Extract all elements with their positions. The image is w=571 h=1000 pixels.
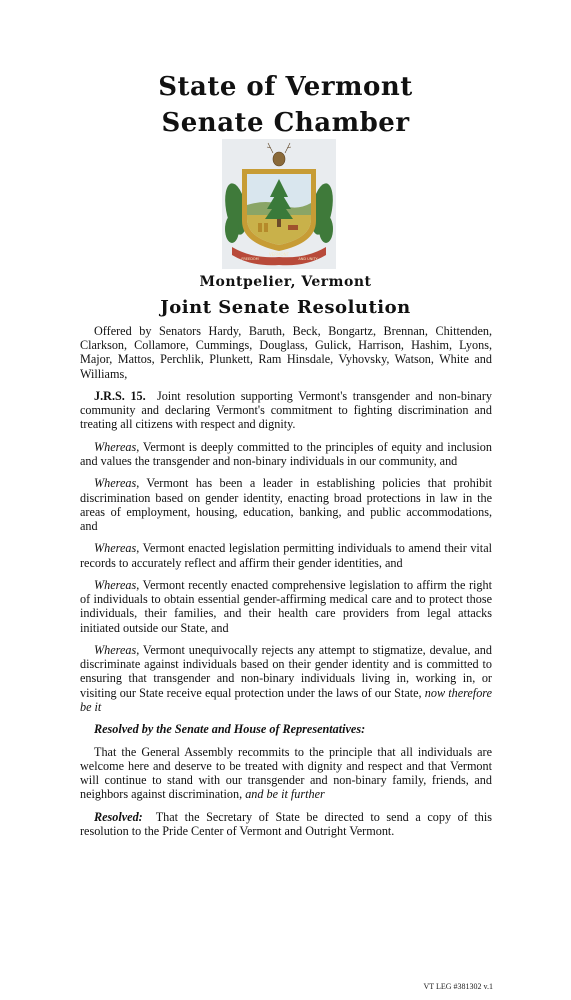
and-further-phrase: and be it further xyxy=(245,787,325,802)
whereas-word: Whereas xyxy=(94,541,137,556)
whereas-text: , Vermont is deeply committed to the principles of equity and inclusion and values the transgender and non-binary individuals in our community, and xyxy=(80,439,492,468)
final-resolved-paragraph xyxy=(80,810,492,838)
resolution-body xyxy=(80,324,492,838)
document-title-line1: State of Vermont xyxy=(158,72,413,102)
whereas-word: Whereas xyxy=(94,577,137,592)
now-therefore-phrase: now therefore be it xyxy=(80,685,492,714)
whereas-text: , Vermont enacted legislation permitting individuals to amend their vital records to accurately reflect and affirm their gender identities, and xyxy=(80,541,492,570)
resolution-number: J.R.S. 15. xyxy=(94,389,146,403)
place-name: Montpelier, Vermont xyxy=(199,274,372,290)
whereas-text: , Vermont recently enacted comprehensive legislation to affirm the right of individuals to obtain essential gender-affirming medical care and to protect those individuals, their families, and their health care providers from legal attacks initiated outside our State, and xyxy=(80,577,492,635)
resolution-summary-text: Joint resolution supporting Vermont's transgender and non-binary community and declaring Vermont's commitment to fighting discrimination and treating all citizens with respect and dignity. xyxy=(80,389,492,432)
whereas-text: , Vermont unequivocally rejects any attempt to stigmatize, devalue, and discriminate against individuals based on their gender identity and is committed to ensuring that transgender and non-binary individuals living in, working in, or visiting our State receive equal protection under the laws of our State, xyxy=(80,642,492,700)
whereas-paragraph xyxy=(80,541,492,569)
resolution-clause-text: That the General Assembly recommits to the principle that all individuals are welcome here and deserve to be treated with dignity and respect and that Vermont will continue to stand with our transgender and non-binary family, friends, and neighbors against discrimination, xyxy=(80,744,492,802)
resolution-summary-paragraph xyxy=(80,389,492,432)
resolved-heading: Resolved by the Senate and House of Representatives: xyxy=(94,722,366,737)
sponsors-paragraph: Offered by Senators Hardy, Baruth, Beck, Bongartz, Brennan, Chittenden, Clarkson, Collamore, Cummings, Douglass, Gulick, Harrison, Hashim, Lyons, Major, Mattos, Perchlik, Plunkett, Ram Hinsdale, Vyhovsky, Watson, White and Williams, xyxy=(80,324,492,381)
document-code: VT LEG #381302 v.1 xyxy=(423,982,493,991)
final-resolved-text: That the Secretary of State be directed to send a copy of this resolution to the Pride Center of Vermont and Outright Vermont. xyxy=(80,809,493,838)
svg-text:VERMONT: VERMONT xyxy=(268,252,290,257)
whereas-paragraph xyxy=(80,643,492,714)
whereas-text: , Vermont has been a leader in establishing policies that prohibit discrimination based on gender identity, enacting broad protections in law in the areas of employment, housing, education, banking, and public accommodations, and xyxy=(80,476,492,533)
vermont-seal-image xyxy=(222,139,336,269)
whereas-word: Whereas xyxy=(94,476,137,491)
resolution-type-heading: Joint Senate Resolution xyxy=(160,297,411,318)
svg-text:AND UNITY: AND UNITY xyxy=(298,257,318,261)
whereas-paragraph xyxy=(80,578,492,635)
whereas-paragraph xyxy=(80,440,492,468)
svg-text:FREEDOM: FREEDOM xyxy=(241,257,259,261)
document-title-line2: Senate Chamber xyxy=(161,108,410,138)
whereas-word: Whereas xyxy=(94,642,137,657)
whereas-word: Whereas xyxy=(94,439,137,454)
resolution-clause xyxy=(80,745,492,802)
resolved-label: Resolved: xyxy=(94,809,143,824)
whereas-paragraph xyxy=(80,476,492,533)
